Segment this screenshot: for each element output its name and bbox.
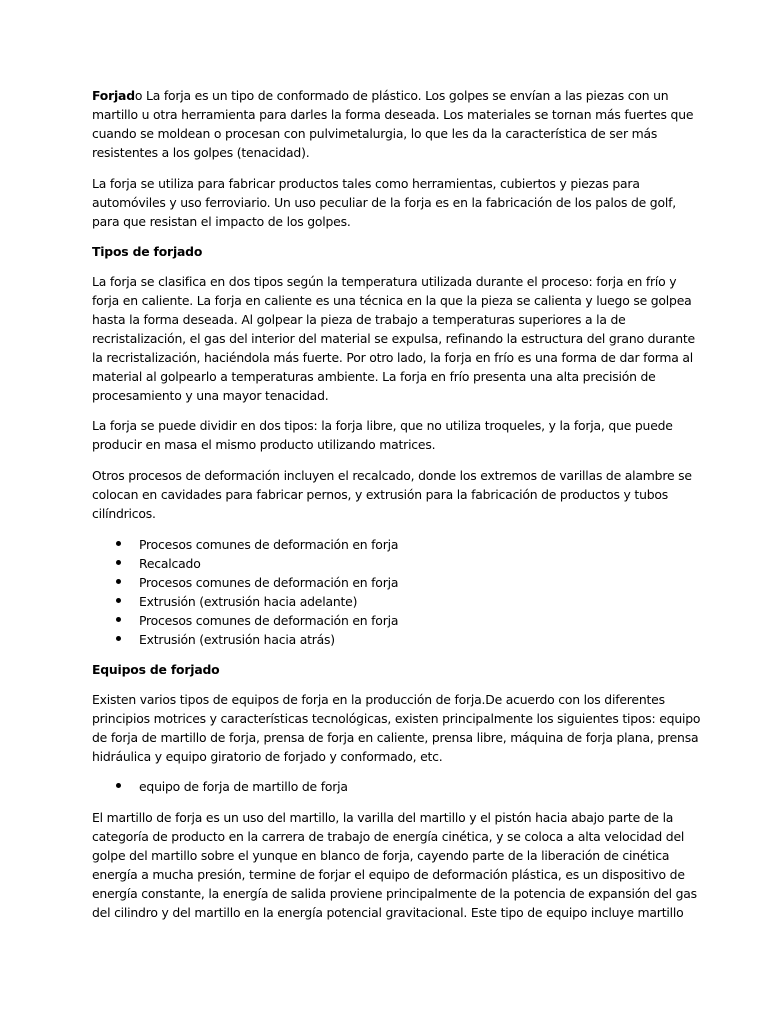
list-item: Extrusión (extrusión hacia atrás) bbox=[92, 630, 692, 649]
heading-tipos-de-forjado: Tipos de forjado bbox=[92, 244, 203, 259]
division-paragraph bbox=[92, 416, 692, 454]
temperature-line: material al golpearlo a temperaturas ambiente. La forja en frío presenta una alta precisión de bbox=[92, 369, 656, 384]
division-line: producir en masa el mismo producto utilizando matrices. bbox=[92, 437, 436, 452]
equipos-paragraph bbox=[92, 690, 701, 766]
intro-lead-bold: Forjad bbox=[92, 88, 135, 103]
equipos-line: principios motrices y características tecnológicas, existen principalmente los siguientes tipos: equipo bbox=[92, 711, 701, 726]
intro-paragraph bbox=[92, 86, 692, 162]
division-line: La forja se puede dividir en dos tipos: la forja libre, que no utiliza troqueles, y la forja, que puede bbox=[92, 418, 673, 433]
equipment-bullet-list bbox=[92, 777, 692, 796]
equipos-line: hidráulica y equipo giratorio de forjado y conformado, etc. bbox=[92, 749, 443, 764]
otros-line: cilíndricos. bbox=[92, 506, 156, 521]
otros-line: colocan en cavidades para fabricar pernos, y extrusión para la fabricación de productos y tubos bbox=[92, 487, 669, 502]
list-item: Procesos comunes de deformación en forja bbox=[92, 611, 692, 630]
temperature-line: hasta la forma deseada. Al golpear la pieza de trabajo a temperaturas superiores a la de bbox=[92, 312, 626, 327]
list-item: Procesos comunes de deformación en forja bbox=[92, 573, 692, 592]
heading-equipos-de-forjado: Equipos de forjado bbox=[92, 662, 220, 677]
martillo-line: categoría de producto en la carrera de trabajo de energía cinética, y se coloca a alta velocidad del bbox=[92, 829, 685, 844]
martillo-line: El martillo de forja es un uso del martillo, la varilla del martillo y el pistón hacia abajo parte de la bbox=[92, 810, 674, 825]
intro-line: Forjado La forja es un tipo de conformado de plástico. Los golpes se envían a las piezas con un bbox=[92, 88, 669, 103]
uses-line: para que resistan el impacto de los golpes. bbox=[92, 214, 351, 229]
intro-line: cuando se moldean o procesan con pulvimetalurgia, lo que les da la característica de ser más bbox=[92, 126, 658, 141]
list-item: Procesos comunes de deformación en forja bbox=[92, 535, 692, 554]
martillo-line: energía constante, la energía de salida proviene principalmente de la potencia de expansión del gas bbox=[92, 886, 697, 901]
temperature-line: forja en caliente. La forja en caliente es una técnica en la que la pieza se calienta y luego se golpea bbox=[92, 293, 692, 308]
list-item: Recalcado bbox=[92, 554, 692, 573]
list-item: equipo de forja de martillo de forja bbox=[92, 777, 692, 796]
equipos-line: Existen varios tipos de equipos de forja en la producción de forja.De acuerdo con los diferentes bbox=[92, 692, 665, 707]
temperature-line: la recristalización, haciéndola más fuerte. Por otro lado, la forja en frío es una forma de dar forma al bbox=[92, 350, 694, 365]
temperature-line: recristalización, el gas del interior del material se expulsa, refinando la estructura del grano durante bbox=[92, 331, 695, 346]
temperature-line: procesamiento y una mayor tenacidad. bbox=[92, 388, 329, 403]
temperature-paragraph bbox=[92, 272, 695, 405]
equipos-line: de forja de martillo de forja, prensa de forja en caliente, prensa libre, máquina de forja plana, prensa bbox=[92, 730, 699, 745]
list-item: Extrusión (extrusión hacia adelante) bbox=[92, 592, 692, 611]
uses-line: La forja se utiliza para fabricar productos tales como herramientas, cubiertos y piezas para bbox=[92, 176, 640, 191]
uses-paragraph bbox=[92, 174, 692, 231]
process-bullet-list bbox=[92, 535, 692, 649]
intro-line: resistentes a los golpes (tenacidad). bbox=[92, 145, 310, 160]
martillo-line: golpe del martillo sobre el yunque en blanco de forja, cayendo parte de la liberación de cinética bbox=[92, 848, 670, 863]
martillo-line: energía a mucha presión, termine de forjar el equipo de deformación plástica, es un dispositivo de bbox=[92, 867, 685, 882]
otros-line: Otros procesos de deformación incluyen el recalcado, donde los extremos de varillas de alambre se bbox=[92, 468, 692, 483]
martillo-paragraph bbox=[92, 808, 697, 922]
uses-line: automóviles y uso ferroviario. Un uso peculiar de la forja es en la fabricación de los palos de golf, bbox=[92, 195, 676, 210]
temperature-line: La forja se clasifica en dos tipos según la temperatura utilizada durante el proceso: forja en frío y bbox=[92, 274, 677, 289]
intro-line: martillo u otra herramienta para darles la forma deseada. Los materiales se tornan más fuertes que bbox=[92, 107, 694, 122]
martillo-line: del cilindro y del martillo en la energía potencial gravitacional. Este tipo de equipo incluye martillo bbox=[92, 905, 684, 920]
otros-paragraph bbox=[92, 466, 692, 523]
